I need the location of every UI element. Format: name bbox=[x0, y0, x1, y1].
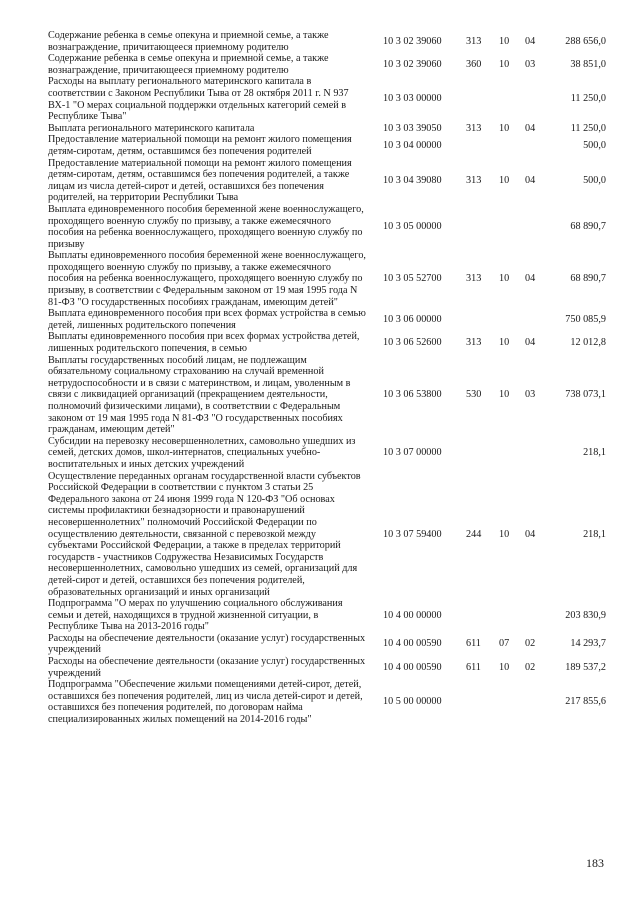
row-target-article-code: 10 3 06 53800 bbox=[383, 389, 442, 401]
row-amount: 68 890,7 bbox=[570, 220, 606, 232]
row-subsection-code: 04 bbox=[525, 174, 536, 186]
row-section-code: 10 bbox=[499, 336, 510, 348]
row-description: Расходы на обеспечение деятельности (оказание услуг) государственных учреждений bbox=[48, 656, 366, 679]
row-target-article-code: 10 3 03 00000 bbox=[383, 93, 442, 105]
row-subsection-code: 04 bbox=[525, 122, 536, 134]
row-amount: 11 250,0 bbox=[570, 93, 606, 105]
table-row bbox=[48, 436, 608, 471]
row-description: Расходы на обеспечение деятельности (оказание услуг) государственных учреждений bbox=[48, 632, 366, 656]
row-description: Осуществление переданных органам государственной власти субъектов Российской Федерации в соответствии с пунктом 3 статьи 25 Федерального закона от 24 июня 1999 года N 120-ФЗ "Об основах системы профилактики безнадзорности и правонарушений несовершеннолетних" полномочий Российской Федерации по осуществлению деятельности, связанной с перевозкой между субъектами Российской Федерации, а также в пределах территорий государств - участников Содружества Независимых Государств несовершеннолетних, самовольно ушедших из семей, организаций для детей-сирот и детей, оставшихся без попечения родителей, образовательных организаций и иных организаций bbox=[48, 470, 361, 598]
row-target-article-code: 10 3 06 00000 bbox=[383, 313, 442, 325]
table-row bbox=[48, 123, 608, 135]
table-row bbox=[48, 53, 608, 76]
table-row bbox=[48, 30, 608, 53]
table-row bbox=[48, 158, 608, 204]
row-description: Выплата регионального материнского капитала bbox=[48, 122, 255, 134]
row-amount: 500,0 bbox=[583, 139, 606, 151]
table-row bbox=[48, 250, 608, 308]
row-amount: 38 851,0 bbox=[570, 58, 606, 70]
row-subsection-code: 02 bbox=[525, 638, 536, 650]
row-amount: 738 073,1 bbox=[565, 389, 606, 401]
table-row bbox=[48, 598, 608, 633]
row-expense-type-code: 313 bbox=[466, 174, 482, 186]
table-row bbox=[48, 471, 608, 599]
row-section-code: 10 bbox=[499, 35, 510, 47]
row-subsection-code: 03 bbox=[525, 389, 536, 401]
table-row bbox=[48, 308, 608, 331]
row-expense-type-code: 611 bbox=[466, 661, 481, 673]
row-amount: 14 293,7 bbox=[570, 638, 606, 650]
table-row bbox=[48, 656, 608, 679]
row-subsection-code: 04 bbox=[525, 336, 536, 348]
row-amount: 189 537,2 bbox=[565, 661, 606, 673]
row-description: Предоставление материальной помощи на ремонт жилого помещения детям-сиротам, детям, оставшимся без попечения родителей bbox=[48, 134, 352, 157]
row-amount: 11 250,0 bbox=[570, 122, 606, 134]
row-amount: 218,1 bbox=[583, 447, 606, 459]
row-section-code: 10 bbox=[499, 389, 510, 401]
row-description: Выплаты единовременного пособия беременной жене военнослужащего, проходящего военную службу по призыву, а также ежемесячного пособия на ребенка военнослужащего, проходящего военную службу по призыву, в соответствии с Федеральным законом от 19 мая 1995 года N 81-ФЗ "О государственных пособиях гражданам, имеющим детей" bbox=[48, 250, 366, 308]
row-target-article-code: 10 3 02 39060 bbox=[383, 58, 442, 70]
row-description: Выплаты государственных пособий лицам, не подлежащим обязательному социальному страхованию на случай временной нетрудоспособности и в связи с материнством, и лицам, уволенным в связи с ликвидацией организаций (прекращением деятельности, полномочий физическими лицами), в соответствии с Федеральным законом от 19 мая 1995 года N 81-ФЗ "О государственных пособиях гражданам, имеющим детей" bbox=[48, 354, 351, 436]
row-target-article-code: 10 4 00 00000 bbox=[383, 609, 442, 621]
row-description: Расходы на выплату регионального материнского капитала в соответствии с Законом Республики Тыва от 28 октября 2011 г. N 937 ВХ-1 "О мерах социальной поддержки отдельных категорий семей в Республике Тыва" bbox=[48, 76, 349, 123]
row-description: Выплата единовременного пособия при всех формах устройства в семью детей, лишенных родительского попечения bbox=[48, 308, 366, 331]
row-subsection-code: 04 bbox=[525, 35, 536, 47]
row-amount: 218,1 bbox=[583, 528, 606, 540]
row-target-article-code: 10 5 00 00000 bbox=[383, 696, 442, 708]
row-target-article-code: 10 3 07 59400 bbox=[383, 528, 442, 540]
row-description: Подпрограмма "Обеспечение жильми помещениями детей-сирот, детей, оставшихся без попечения родителей, лиц из числа детей-сирот и детей, оставшихся без попечения родителей, по договорам найма специализированных жилых помещений на 2014-2016 годы" bbox=[48, 679, 363, 726]
row-expense-type-code: 611 bbox=[466, 638, 481, 650]
row-section-code: 10 bbox=[499, 528, 510, 540]
row-amount: 68 890,7 bbox=[570, 273, 606, 285]
row-description: Выплата единовременного пособия беременной жене военнослужащего, проходящего военную службу по призыву, а также ежемесячного пособия на ребенка военнослужащего, проходящего военную службу по призыву bbox=[48, 203, 364, 250]
row-section-code: 10 bbox=[499, 661, 510, 673]
row-amount: 217 855,6 bbox=[565, 696, 606, 708]
page-number: 183 bbox=[586, 856, 604, 870]
row-section-code: 10 bbox=[499, 174, 510, 186]
row-section-code: 07 bbox=[499, 638, 510, 650]
table-row bbox=[48, 633, 608, 656]
row-target-article-code: 10 3 06 52600 bbox=[383, 336, 442, 348]
row-description: Выплаты единовременного пособия при всех формах устройства детей, лишенных родительского попечения, в семью bbox=[48, 331, 360, 355]
row-expense-type-code: 244 bbox=[466, 528, 482, 540]
row-target-article-code: 10 3 05 52700 bbox=[383, 273, 442, 285]
row-subsection-code: 03 bbox=[525, 58, 536, 70]
table-row bbox=[48, 679, 608, 725]
row-target-article-code: 10 4 00 00590 bbox=[383, 661, 442, 673]
row-subsection-code: 02 bbox=[525, 661, 536, 673]
row-section-code: 10 bbox=[499, 273, 510, 285]
row-amount: 203 830,9 bbox=[565, 609, 606, 621]
row-description: Содержание ребенка в семье опекуна и приемной семье, а также вознаграждение, причитающееся приемному родителю bbox=[48, 30, 329, 53]
budget-table bbox=[48, 30, 608, 726]
row-description: Подпрограмма "О мерах по улучшению социального обслуживания семьи и детей, находящихся в трудной жизненной ситуации, в Республике Тыва на 2013-2016 годы" bbox=[48, 598, 343, 633]
row-subsection-code: 04 bbox=[525, 273, 536, 285]
table-row bbox=[48, 204, 608, 250]
row-description: Предоставление материальной помощи на ремонт жилого помещения детям-сиротам, детям, оставшимся без попечения родителей, а также лицам из числа детей-сирот и детей, оставшихся без попечения родителей, на территории Республики Тыва bbox=[48, 157, 352, 204]
row-expense-type-code: 313 bbox=[466, 336, 482, 348]
row-amount: 12 012,8 bbox=[570, 336, 606, 348]
row-amount: 750 085,9 bbox=[565, 313, 606, 325]
row-section-code: 10 bbox=[499, 58, 510, 70]
row-subsection-code: 04 bbox=[525, 528, 536, 540]
row-expense-type-code: 313 bbox=[466, 122, 482, 134]
row-description: Субсидии на перевозку несовершеннолетних, самовольно ушедших из семей, детских домов, школ-интернатов, специальных учебно-воспитательных и иных детских учреждений bbox=[48, 435, 356, 470]
row-amount: 500,0 bbox=[583, 174, 606, 186]
row-expense-type-code: 313 bbox=[466, 35, 482, 47]
row-section-code: 10 bbox=[499, 122, 510, 134]
row-target-article-code: 10 3 03 39050 bbox=[383, 122, 442, 134]
row-expense-type-code: 360 bbox=[466, 58, 482, 70]
row-expense-type-code: 313 bbox=[466, 273, 482, 285]
row-description: Содержание ребенка в семье опекуна и приемной семье, а также вознаграждение, причитающееся приемному родителю bbox=[48, 53, 329, 76]
table-row bbox=[48, 331, 608, 354]
row-target-article-code: 10 3 04 00000 bbox=[383, 139, 442, 151]
table-row bbox=[48, 355, 608, 436]
row-expense-type-code: 530 bbox=[466, 389, 482, 401]
table-row bbox=[48, 76, 608, 122]
row-amount: 288 656,0 bbox=[565, 35, 606, 47]
row-target-article-code: 10 3 05 00000 bbox=[383, 220, 442, 232]
row-target-article-code: 10 3 04 39080 bbox=[383, 174, 442, 186]
row-target-article-code: 10 4 00 00590 bbox=[383, 638, 442, 650]
row-target-article-code: 10 3 02 39060 bbox=[383, 35, 442, 47]
row-target-article-code: 10 3 07 00000 bbox=[383, 447, 442, 459]
table-row bbox=[48, 134, 608, 157]
